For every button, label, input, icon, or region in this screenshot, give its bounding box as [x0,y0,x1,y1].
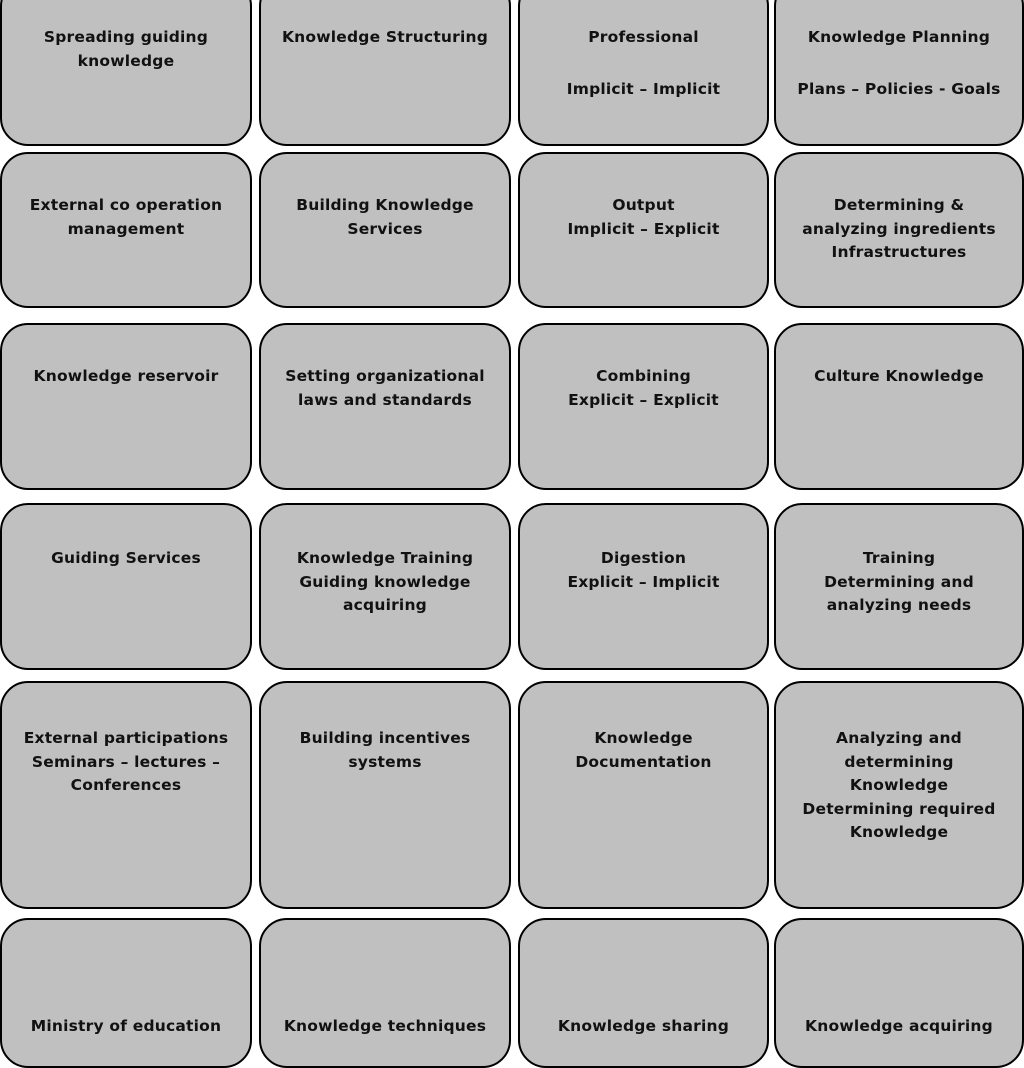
box-label [8,1015,244,1039]
box-label [8,727,244,798]
diagram-box-r5c2 [259,681,511,909]
box-label-line: management [67,219,185,238]
diagram-box-r1c4 [774,0,1024,146]
box-label-line: Output [612,196,675,214]
box-label-line: systems [348,752,422,771]
diagram-box-r6c1 [0,918,252,1068]
box-label-line: Culture Knowledge [814,367,984,385]
box-label-line: Infrastructures [831,243,967,261]
box-label [267,365,503,412]
diagram-box-r6c3 [518,918,769,1068]
line-gap [526,50,761,78]
diagram-box-r3c3 [518,323,769,490]
line-gap [782,50,1016,78]
box-label [267,194,503,241]
box-label-line: Guiding Services [51,549,201,567]
box-label-line: analyzing needs [826,596,972,614]
box-label-line: Knowledge Planning [807,28,991,46]
box-label [782,547,1016,618]
box-label-line: Building Knowledge [296,196,474,214]
diagram-box-r1c2 [259,0,511,146]
box-label [782,194,1016,265]
box-label-line: Knowledge Structuring [281,28,489,46]
box-label [782,727,1016,845]
diagram-box-r3c2 [259,323,511,490]
box-label-line: Knowledge Training [296,549,474,567]
box-label-line: External co operation [29,196,223,214]
box-label-line: Ministry of education [30,1017,222,1035]
box-label-line: laws and standards [298,390,472,409]
diagram-box-r4c4 [774,503,1024,670]
box-label-line: analyzing ingredients [802,219,996,238]
diagram-box-r2c4 [774,152,1024,308]
box-label-line: External participations [23,729,229,747]
box-label-line: Knowledge [594,729,693,747]
diagram-box-r6c2 [259,918,511,1068]
diagram-box-r5c4 [774,681,1024,909]
box-label-line: knowledge [77,51,175,70]
box-label-line: Plans – Policies - Goals [797,79,1001,98]
box-label [526,727,761,774]
box-label-line: Digestion [600,549,687,567]
box-label-line: Professional [588,28,699,46]
box-label-line: acquiring [343,596,427,614]
box-label [782,1015,1016,1039]
box-label [8,194,244,241]
box-label-line: Knowledge [849,823,949,841]
box-label-line: Determining and [824,572,974,591]
box-label [526,1015,761,1039]
diagram-box-r1c1 [0,0,252,146]
box-label [267,727,503,774]
diagram-box-r6c4 [774,918,1024,1068]
box-label-line: Setting organizational [285,367,485,385]
box-label-line: Guiding knowledge [299,572,471,591]
diagram-box-r5c1 [0,681,252,909]
box-label-line: Determining required [802,799,996,818]
diagram-box-r4c3 [518,503,769,670]
box-label-line: Knowledge acquiring [805,1017,993,1035]
box-label [526,26,761,101]
box-label-line: Implicit – Explicit [567,219,720,238]
diagram-box-r5c3 [518,681,769,909]
box-label-line: Knowledge sharing [557,1017,730,1035]
box-label-line: Implicit – Implicit [566,79,721,98]
box-label [267,26,503,50]
box-label-line: Explicit – Explicit [568,390,719,409]
box-label-line: Explicit – Implicit [567,572,720,591]
box-label [267,1015,503,1039]
box-label-line: Knowledge techniques [283,1017,487,1035]
diagram-box-r3c4 [774,323,1024,490]
box-label [782,365,1016,389]
box-label-line: Combining [596,367,691,385]
diagram-box-r2c1 [0,152,252,308]
box-label-line: determining [844,752,954,771]
diagram-box-r2c3 [518,152,769,308]
box-label [526,365,761,412]
box-label-line: Determining & [833,196,965,214]
box-label [8,26,244,73]
box-label-line: Knowledge reservoir [33,367,219,385]
box-label-line: Seminars – lectures – [31,752,221,771]
box-label [782,26,1016,101]
box-label-line: Knowledge [849,776,949,794]
box-label-line: Spreading guiding [43,28,209,46]
box-label-line: Training [862,549,936,567]
diagram-box-r2c2 [259,152,511,308]
box-label-line: Building incentives [299,729,471,747]
box-label [8,547,244,571]
box-label-line: Conferences [70,776,182,794]
box-label-line: Documentation [575,752,712,771]
diagram-box-r4c2 [259,503,511,670]
box-label [267,547,503,618]
diagram-box-r3c1 [0,323,252,490]
box-label [8,365,244,389]
box-label [526,194,761,241]
box-label-line: Services [347,219,423,238]
box-label [526,547,761,594]
diagram-box-r1c3 [518,0,769,146]
box-label-line: Analyzing and [836,729,962,747]
diagram-box-r4c1 [0,503,252,670]
